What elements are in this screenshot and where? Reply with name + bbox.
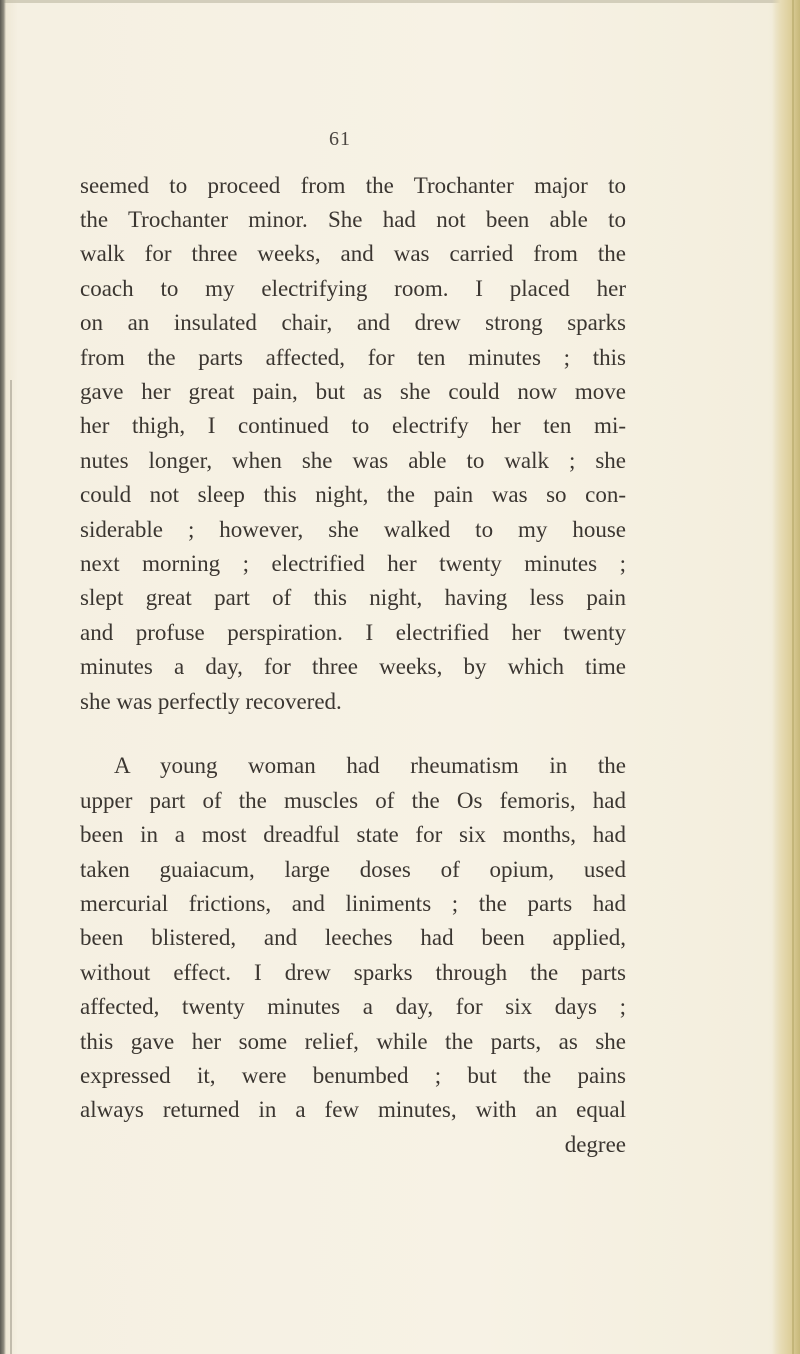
text-line: could not sleep this night, the pain was so con- xyxy=(80,482,626,507)
text-line: her thigh, I continued to electrify her ten mi- xyxy=(80,413,626,438)
page-binding-shadow xyxy=(0,0,6,1354)
text-line: minutes a day, for three weeks, by which time xyxy=(80,654,626,679)
text-line: she was perfectly recovered. xyxy=(80,689,342,714)
text-line: and profuse perspiration. I electrified her twenty xyxy=(80,620,626,645)
text-line: next morning ; electrified her twenty minutes ; xyxy=(80,551,626,576)
text-line: seemed to proceed from the Trochanter major to xyxy=(80,173,626,198)
text-line: taken guaiacum, large doses of opium, used xyxy=(80,857,626,882)
page-left-edge-line xyxy=(10,380,12,1354)
text-line: affected, twenty minutes a day, for six days ; xyxy=(80,994,626,1019)
text-line: slept great part of this night, having less pain xyxy=(80,585,626,610)
text-line: coach to my electrifying room. I placed her xyxy=(80,276,626,301)
text-line: expressed it, were benumbed ; but the pains xyxy=(80,1063,626,1088)
text-line: nutes longer, when she was able to walk ; she xyxy=(80,448,626,473)
text-line: always returned in a few minutes, with an equal xyxy=(80,1097,626,1122)
text-line: been in a most dreadful state for six months, had xyxy=(80,822,626,847)
text-line: walk for three weeks, and was carried from the xyxy=(80,241,626,266)
text-line: upper part of the muscles of the Os femoris, had xyxy=(80,788,626,813)
text-line: been blistered, and leeches had been applied, xyxy=(80,925,626,950)
text-line: without effect. I drew sparks through the parts xyxy=(80,960,626,985)
page-number: 61 xyxy=(329,128,351,150)
text-line: this gave her some relief, while the parts, as she xyxy=(80,1029,626,1054)
page-fore-edge xyxy=(772,0,800,1354)
text-line: from the parts affected, for ten minutes ; this xyxy=(80,345,626,370)
text-line: siderable ; however, she walked to my house xyxy=(80,517,626,542)
text-line: the Trochanter minor. She had not been able to xyxy=(80,207,626,232)
text-line: gave her great pain, but as she could now move xyxy=(80,379,626,404)
catchword: degree xyxy=(564,1132,626,1157)
text-line: A young woman had rheumatism in the xyxy=(114,753,626,778)
text-line: mercurial frictions, and liniments ; the parts had xyxy=(80,891,626,916)
text-line: on an insulated chair, and drew strong sparks xyxy=(80,310,626,335)
page-top-edge xyxy=(0,0,800,3)
page-fore-edge-line xyxy=(792,0,794,1354)
